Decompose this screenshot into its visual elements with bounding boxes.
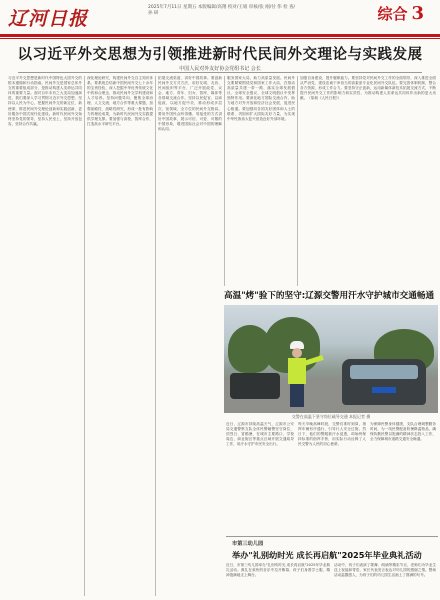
headline-divider bbox=[18, 72, 422, 73]
lead-column-4: 服务国家大局，助力高质量发展。民间外交要紧紧围绕党和国家工作大局，在推动高质量共建一带一路、落实全球发展倡议、全球安全倡议、全球文明倡议中发挥独特作用。要深化地方国际交流合作，助力地方对外开放和经济社会发展，促进民心相通。要加强同各国友好团体和人士的联系，巩固和扩大国际友好力量，为实现中华民族伟大复兴营造良好外部环境。 bbox=[227, 76, 295, 121]
masthead-thin-rule bbox=[0, 38, 440, 39]
car-shape bbox=[230, 373, 280, 399]
section-name: 综合 bbox=[377, 5, 408, 23]
story3-column-1: 近日，市第三幼儿园举办"礼别幼时光 成长再启航"2025年毕业典礼活动。典礼在欢快的音乐中拉开帷幕，孩子们身着学士服，精神饱满地走上舞台。 bbox=[226, 563, 330, 578]
masthead-rule bbox=[0, 34, 440, 37]
legs-shape bbox=[290, 384, 304, 407]
column-divider bbox=[84, 76, 85, 596]
traffic-officer-figure bbox=[286, 341, 308, 407]
story2-column-2: 每天早晚高峰时段，交警们准时到岗，指挥车辆有序通行，引导行人安全过街。烈日下，他们的警服被汗水浸透，却始终保持标准的指挥手势，用实际行动诠释了人民交警为人民的初心使命。 bbox=[298, 422, 366, 447]
column-divider bbox=[297, 76, 298, 286]
story3-divider bbox=[226, 536, 438, 537]
lead-column-5: 加强自身建设，提升履职能力。要坚持党对民间外交工作的全面领导，深入推进全面从严治党，建设忠诚干净担当的高素质专业化民间外交队伍。要完善体制机制，整合各方资源，形成工作合力。要坚持守正创新，运用新媒体新技术拓展交流方式，不断提升民间外交工作的影响力和实效性，为推动构建人类命运共同体作出新的更大贡献。（原载《人民日报》） bbox=[300, 76, 436, 101]
license-plate bbox=[372, 387, 396, 393]
story3-kicker: 市第三幼儿园 bbox=[232, 541, 264, 547]
suv-shape bbox=[342, 359, 426, 405]
lead-column-3: 拓展交流渠道，讲好中国故事。要创新民间外交方式方法，用好友城、友协、民间组织等平台，广泛开展政党、议会、地方、青年、妇女、智库、媒体等各领域交流合作。坚持以民促官、以商促政、以地方促中央，推动形成多层次、宽领域、全方位的民间外交格局。要用外国民众听得懂、易接受的方式讲好中国故事，展示可信、可爱、可敬的中国形象，增进国际社会对中国的理解和认同。 bbox=[158, 76, 222, 131]
traffic-police-photo bbox=[224, 305, 438, 413]
column-divider bbox=[155, 76, 156, 596]
lead-byline: 中国人民对外友好协会党组书记 会长 bbox=[179, 66, 261, 72]
lead-column-2: 深化理论研究，构建民间外交自主知识体系。要系统总结新中国民间外交七十余年的宝贵经验，深入挖掘中华优秀传统文化中的和合理念，推动民间外交学科建设和人才培养。坚持问题导向，聚焦全球治理、人文交流、地方合作等重大课题，加强前瞻性、战略性研究，形成一批有影响力的理论成果，为新时代民间外交实践提供学理支撑。要加强与高校、智库合作，打造高水平研究平台。 bbox=[87, 76, 153, 126]
page-number: 3 bbox=[411, 3, 424, 24]
section-label bbox=[377, 3, 424, 24]
lead-column-1: 习近平外交思想是新时代中国特色大国外交的根本遵循和行动指南。民间外交是国家总体外交的重要组成部分，是推动构建人类命运共同体的重要力量。面对百年未有之大变局加速演进，我们要深入学习贯彻习近平外交思想，坚持以人民为中心，把握民间外交的新定位、新使命，推进民间外交理论创新和实践创新，更好服务中国式现代化建设。新时代民间外交始终坚持党的领导，坚持人民至上，坚持开放包容，坚持合作共赢。 bbox=[8, 76, 82, 126]
story2-title: 高温"烤"验下的坚守:辽源交警用汗水守护城市交通畅通 bbox=[224, 291, 435, 301]
column-divider bbox=[224, 76, 225, 286]
masthead bbox=[0, 0, 440, 34]
photo-caption: 交警在高温下坚守岗位疏导交通 本报记者 摄 bbox=[291, 414, 371, 419]
lead-headline: 以习近平外交思想为引领推进新时代民间外交理论与实践发展 bbox=[17, 46, 423, 63]
story2-column-3: 为保障民警身体健康，支队合理调整勤务时间，为一线民警配备防暑降温物品，确保执勤民警以饱满的精神状态投入工作，全力保障城市道路交通安全畅通。 bbox=[370, 422, 436, 442]
newspaper-logo: 辽河日报 bbox=[8, 8, 89, 30]
windshield-shape bbox=[350, 365, 418, 379]
head-shape bbox=[292, 348, 302, 358]
story3-title: 举办"礼别幼时光 成长再启航"2025年毕业典礼活动 bbox=[232, 550, 422, 560]
issue-info: 2025年7月11日 星期五 本版编辑/高翔 校对/王娟 审核/张 刚/付 伟 检 查/孙 研 bbox=[148, 5, 296, 16]
story3-column-2: 活动中，孩子们表演了歌舞、朗诵等精彩节目，老师们为毕业生送上祝福和寄语，家长代表发言表达对幼儿园的感谢之情。整场活动温馨感人，为孩子们的幼儿园生活画上了圆满的句号。 bbox=[334, 563, 436, 578]
story2-column-1: 近日，辽源市持续高温天气，辽源市公安局交通警察支队全体民警辅警坚守岗位，顶烈日、冒酷暑，在城市主要路口、学校周边、商业街区等重点区域开展交通疏导工作，用汗水守护市民安全出行。 bbox=[226, 422, 294, 447]
